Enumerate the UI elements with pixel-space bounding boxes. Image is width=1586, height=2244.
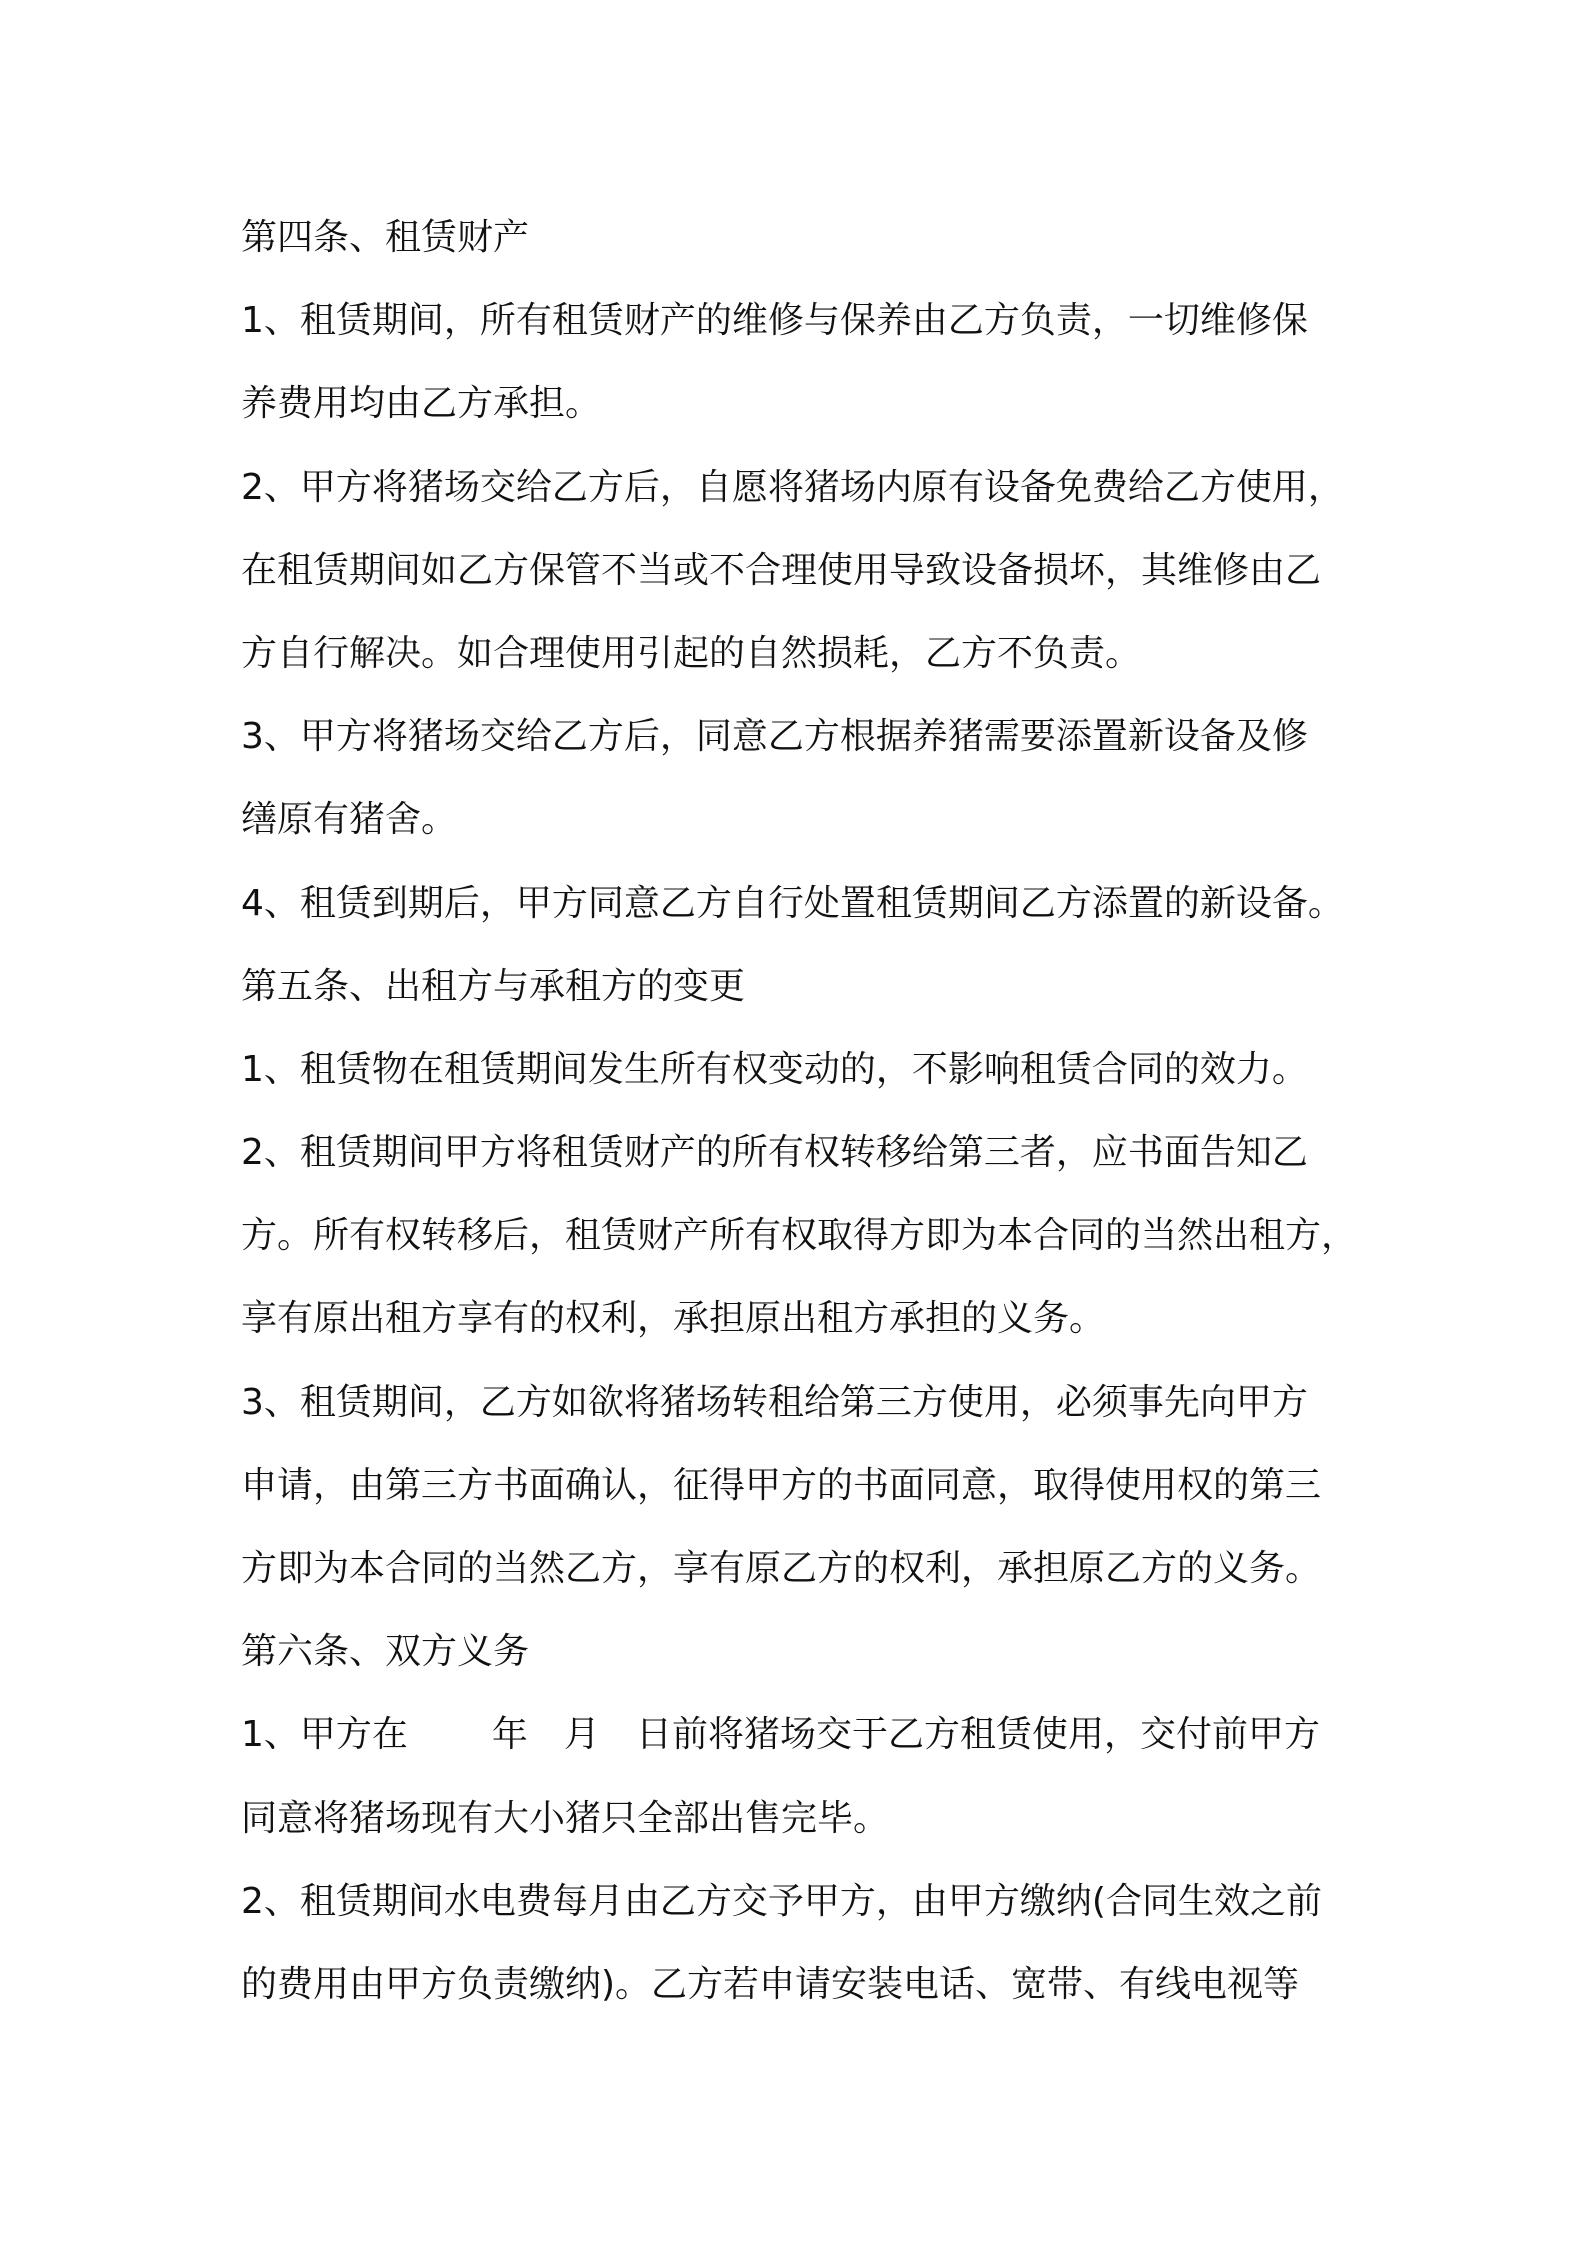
paragraph-line: 方。所有权转移后，租赁财产所有权取得方即为本合同的当然出租方， [241,1215,1358,1257]
paragraph-line: 1、租赁期间，所有租赁财产的维修与保养由乙方负责，一切维修保 [241,300,1308,342]
article-heading: 第六条、双方义务 [241,1631,530,1673]
date-line-month: 月 [563,1714,600,1756]
paragraph-line: 享有原出租方享有的权利，承担原出租方承担的义务。 [241,1298,1106,1340]
paragraph-line: 的费用由甲方负责缴纳)。乙方若申请安装电话、宽带、有线电视等 [241,1963,1300,2005]
paragraph-line: 方自行解决。如合理使用引起的自然损耗，乙方不负责。 [241,632,1142,674]
paragraph-line: 2、甲方将猪场交给乙方后，自愿将猪场内原有设备免费给乙方使用， [241,466,1344,508]
paragraph-line: 3、租赁期间，乙方如欲将猪场转租给第三方使用，必须事先向甲方 [241,1381,1308,1423]
paragraph-line: 1、租赁物在租赁期间发生所有权变动的，不影响租赁合同的效力。 [241,1048,1308,1090]
paragraph-line: 在租赁期间如乙方保管不当或不合理使用导致设备损坏，其维修由乙 [241,549,1322,591]
article-heading: 第四条、租赁财产 [241,217,530,258]
date-line-suffix: 日前将猪场交于乙方租赁使用，交付前甲方 [635,1714,1320,1756]
paragraph-line: 同意将猪场现有大小猪只全部出售完毕。 [241,1797,890,1839]
paragraph-line: 4、租赁到期后，甲方同意乙方自行处置租赁期间乙方添置的新设备。 [241,882,1344,924]
date-line [241,1693,1371,1776]
article-heading: 第五条、出租方与承租方的变更 [241,965,746,1007]
paragraph-line: 2、租赁期间甲方将租赁财产的所有权转移给第三者，应书面告知乙 [241,1132,1308,1174]
paragraph-line: 方即为本合同的当然乙方，享有原乙方的权利，承担原乙方的义务。 [241,1548,1322,1589]
paragraph-line: 3、甲方将猪场交给乙方后，同意乙方根据养猪需要添置新设备及修 [241,716,1308,758]
paragraph-line: 缮原有猪舍。 [241,799,458,841]
paragraph-line: 2、租赁期间水电费每月由乙方交予甲方，由甲方缴纳(合同生效之前 [241,1880,1322,1922]
date-line-prefix: 1、甲方在 [241,1714,408,1756]
date-line-year: 年 [491,1714,528,1756]
paragraph-line: 养费用均由乙方承担。 [241,383,602,425]
contract-text [241,196,1371,2026]
paragraph-line: 申请，由第三方书面确认，征得甲方的书面同意，取得使用权的第三 [241,1464,1322,1506]
